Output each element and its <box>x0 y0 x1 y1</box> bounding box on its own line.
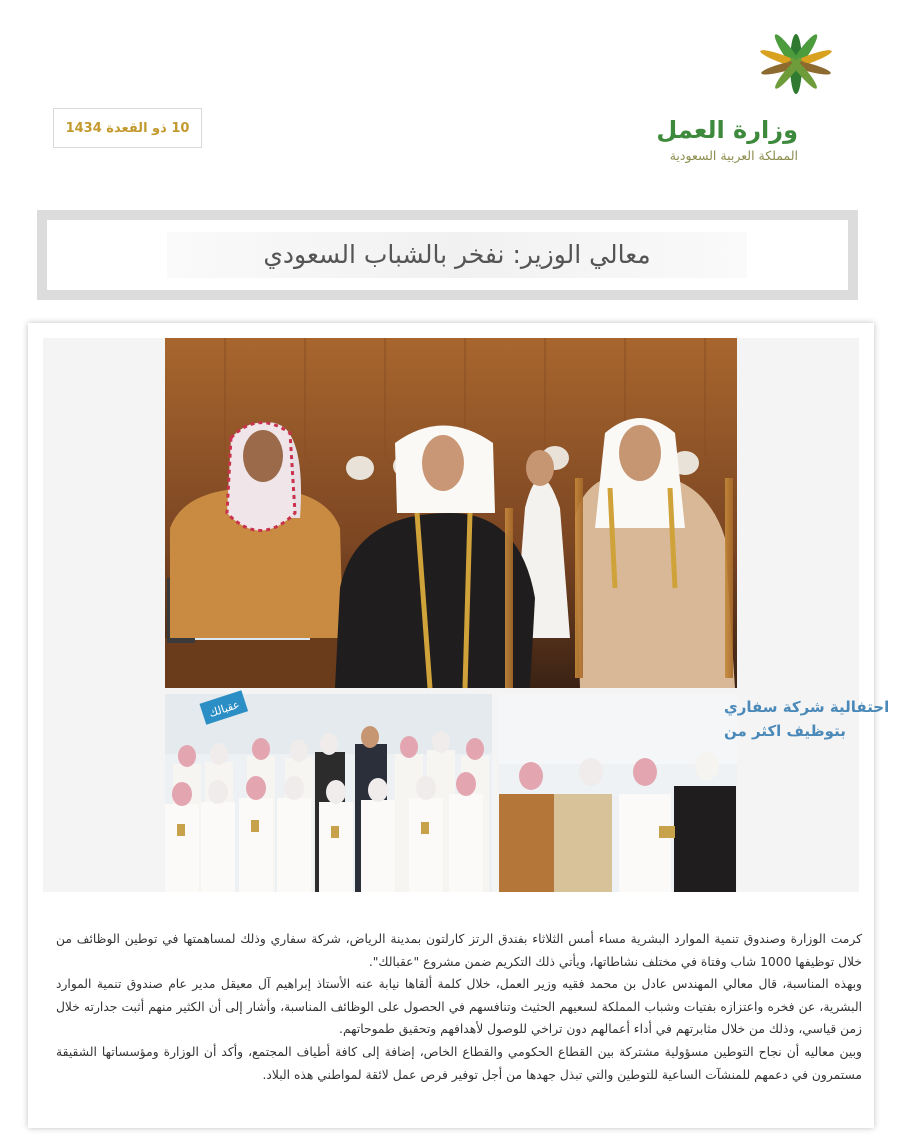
headline-frame <box>37 210 858 300</box>
photo-area <box>43 338 890 892</box>
article-paragraph: وبهذه المناسبة، قال معالي المهندس عادل بن محمد فقيه وزير العمل، خلال كلمة ألقاها نيابة عنه الأستاذ إبراهيم آل معيقل مدير عام صندوق تنمية الموارد البشرية، عن فخره واعتزازه بفتيات وشباب المملكة لسعيهم الحثيث وتنافسهم في الحصول على الوظائف المناسبة، وأشار إلى أن الكثير منهم أثبت جدارته خلال زمن قياسي، وذلك من خلال مثابرتهم في أداء أعمالهم دون تراخي للوصول لأهدافهم وتحقيق طموحاتهم. <box>56 977 862 1037</box>
article-paragraph: كرمت الوزارة وصندوق تنمية الموارد البشرية مساء أمس الثلاثاء بفندق الرتز كارلتون بمدينة الرياض، شركة سفاري وذلك لمساهمتها في توطين الوظائف من خلال توظيفها 1000 شاب وفتاة في مختلف نشاطاتها، ويأتي ذلك التكريم ضمن مشروع "عقبالك". <box>56 932 862 969</box>
banner-line-2: بتوظيف اكثر من <box>724 722 846 740</box>
headline-box <box>47 220 848 290</box>
article-card <box>28 323 890 1128</box>
palm-leaf-emblem-icon <box>750 24 842 104</box>
headline-title: معالي الوزير: نفخر بالشباب السعودي <box>263 240 651 269</box>
logo-subtitle: المملكة العربية السعودية <box>669 148 798 163</box>
main-event-photo[interactable] <box>165 338 737 688</box>
group-photo-left[interactable] <box>165 694 492 892</box>
banner-line-1: احتفالية شركة سفاري <box>724 698 890 716</box>
date-label: 10 ذو القعدة 1434 <box>53 108 202 148</box>
ministry-logo[interactable] <box>600 20 845 163</box>
logo-title: وزارة العمل <box>656 116 798 144</box>
article-body <box>56 928 862 1086</box>
banner-uqbalak: عقبالك <box>207 697 242 720</box>
article-paragraph: وبين معاليه أن نجاح التوطين مسؤولية مشتركة بين القطاع الحكومي والقطاع الخاص، إضافة إلى كافة أطياف المجتمع، وأكد أن الوزارة ومؤسساتها الشقيقة مستمرون في دعمهم للمنشآت الساعية للتوطين والتي تبذل جهدها من أجل توفير فرص عمل لائقة لمواطني هذه البلاد. <box>56 1044 862 1082</box>
award-photo-right[interactable] <box>499 694 890 892</box>
